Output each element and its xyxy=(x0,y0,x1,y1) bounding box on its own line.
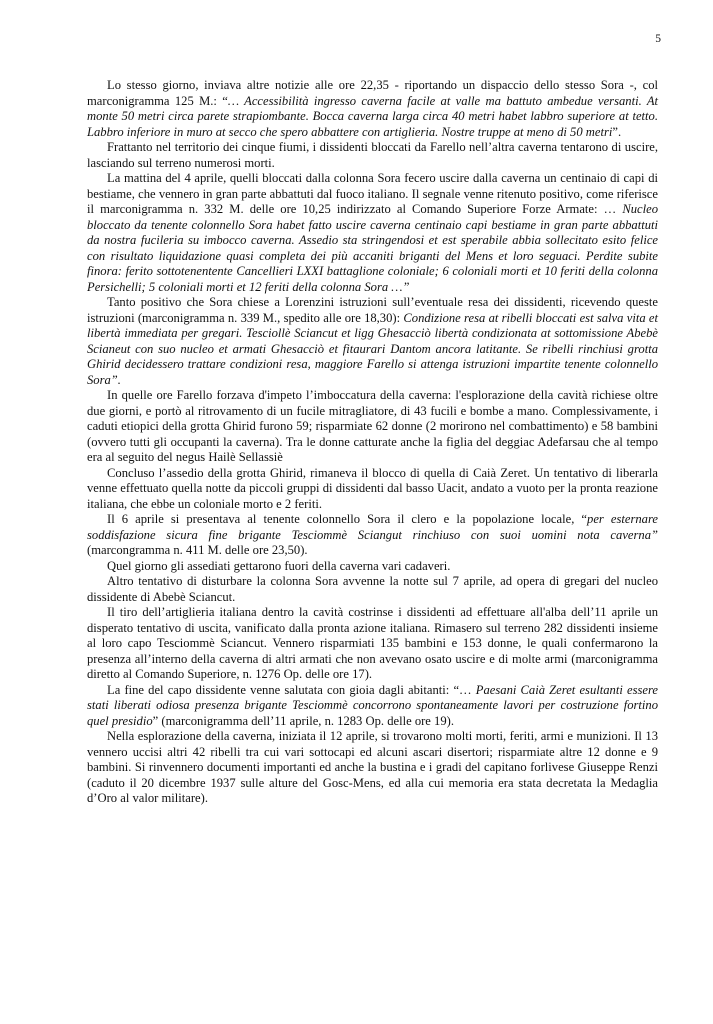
paragraph xyxy=(87,605,658,683)
paragraph-text: In quelle ore Farello forzava d'impeto l’imboccatura della caverna: l'esplorazione della cavità richiese oltre due giorni, e portò al ritrovamento di un fucile mitragliatore, di 43 fucili e bombe a mano. Complessivamente, i caduti etiopici della grotta Ghirid furono 59; risparmiate 62 donne (2 morirono nel combattimento) e 58 bambini (ovvero tutti gli occupanti la caverna). Tra le donne catturate anche la figlia del deggiac Adefarsau che al tempo era al seguito del negus Hailè Sellassiè xyxy=(87,388,658,464)
paragraph xyxy=(87,512,658,559)
paragraph xyxy=(87,466,658,513)
paragraph-text: Lo stesso giorno, inviava altre notizie alle ore 22,35 - riportando un dispaccio dello stesso Sora -, col marconigramma 125 M.: “ xyxy=(87,78,658,108)
paragraph xyxy=(87,78,658,140)
quoted-dispatch-text: Condizione resa at ribelli bloccati est salva vita et libertà immediata per gregari. Tesciollè Sciancut et ligg Ghesacciò libertà condizionata at sottomissione Abebè Scianeut con suo nucleo et armati Ghesacciò et fitaurari Dantom ancora latitante. Se ribelli rinchiusi grotta Ghirid decidessero trattare condizioni resa, maggiore Farello si attenga istruzioni impartite tenente colonnello Sora”. xyxy=(87,310,658,387)
paragraph xyxy=(87,683,658,730)
paragraph xyxy=(87,171,658,295)
quoted-dispatch-text: Paesani Caià Zeret esultanti essere stati liberati odiosa presenza brigante Tesciommè concorrono spontaneamente lavori per costruzione fortino quel presidio xyxy=(87,682,658,728)
paragraph xyxy=(87,729,658,807)
paragraph-text: Il tiro dell’artiglieria italiana dentro la cavità costrinse i dissidenti ad effettuare all'alba dell’11 aprile un disperato tentativo di uscita, vanificato dalla pronta azione italiana. Rimasero sul terreno 282 dissidenti insieme al loro capo Tesciommè Sciancut. Vennero risparmiati 135 bambini e 153 donne, le quali confermarono la presenza all’interno della caverna di altri armati che non avevano osato uscire e di molte armi (marconigramma diretto al Comando Superiore, n. 1276 Op. delle ore 17). xyxy=(87,605,658,681)
paragraph xyxy=(87,559,658,575)
paragraph-text: Tanto positivo che Sora chiese a Lorenzini istruzioni sull’eventuale resa dei dissidenti, ricevendo queste istruzioni (marconigramma n. 339 M., spedito alle ore 18,30): xyxy=(87,295,658,325)
paragraph-text: Nella esplorazione della caverna, iniziata il 12 aprile, si trovarono molti morti, feriti, armi e munizioni. Il 13 vennero uccisi altri 42 ribelli tra cui vari sottocapi ed alcuni ascari disertori; risparmiate altre 12 donne e 9 bambini. Si rinvennero documenti importanti ed anche la bustina e i gradi del capitano forlivese Giuseppe Renzi (caduto il 20 dicembre 1937 sulle alture del Gosc-Mens, ed alla cui memoria era stata decretata la Medaglia d’Oro al valor militare). xyxy=(87,729,658,805)
quoted-dispatch-text: Nucleo bloccato da tenente colonnello Sora habet fatto uscire caverna centinaio capi bestiame in gran parte abbattuti da nostra fucileria su imbocco caverna. Assedio sta stringendosi et est sperabile abbia sollecitato esito felice con risultato liquidazione quasi completa dei più accaniti briganti del Mens et loro seguaci. Perdite subite finora: ferito sottotenentente Cancellieri LXXI battaglione coloniale; 6 coloniali morti et 10 feriti della colonna Persichelli; 5 coloniali morti et 12 feriti della colonna Sora …” xyxy=(87,202,658,294)
paragraph-text: Il 6 aprile si presentava al tenente colonnello Sora il clero e la popolazione locale, “ xyxy=(107,512,588,526)
paragraph xyxy=(87,140,658,171)
document-body xyxy=(87,78,658,807)
page-number: 5 xyxy=(655,33,661,45)
paragraph xyxy=(87,295,658,388)
paragraph-text: (marcongramma n. 411 M. delle ore 23,50). xyxy=(87,543,308,557)
paragraph-text: Concluso l’assedio della grotta Ghirid, rimaneva il blocco di quella di Caià Zeret. Un tentativo di liberarla venne effettuato quella notte da piccoli gruppi di dissidenti dal basso Uacit, andato a vuoto per la pronta reazione italiana, che ebbe un coloniale morto e 2 feriti. xyxy=(87,465,658,511)
paragraph-text: La fine del capo dissidente venne salutata con gioia dagli abitanti: “… xyxy=(107,682,476,697)
quoted-dispatch-text: per esternare soddisfazione sicura fine brigante Tesciommè Sciangut rinchiuso con suoi uomini nota caverna” xyxy=(87,512,658,542)
paragraph-text: Quel giorno gli assediati gettarono fuori della caverna vari cadaveri. xyxy=(107,558,451,573)
paragraph-text: La mattina del 4 aprile, quelli bloccati dalla colonna Sora fecero uscire dalla caverna un centinaio di capi di bestiame, che vennero in gran parte abbattuti dal fuoco italiano. Il segnale venne ritenuto positivo, come riferisce il marconigramma n. 332 M. delle ore 10,25 indirizzato al Comando Superiore Forze Armate: … xyxy=(87,171,658,216)
paragraph-text: ”. xyxy=(612,124,622,139)
paragraph-text: ” (marconigramma dell’11 aprile, n. 1283 Op. delle ore 19). xyxy=(152,713,454,728)
quoted-dispatch-text: … Accessibilità ingresso caverna facile at valle ma battuto ambedue versanti. At monte 50 metri circa parete strapiombante. Bocca caverna larga circa 40 metri habet labbro superiore at tetto. Labbro inferiore in muro at secco che spero abbattere con artiglieria. Nostre truppe at meno di 50 metri xyxy=(87,93,659,139)
paragraph-text: Altro tentativo di disturbare la colonna Sora avvenne la notte sul 7 aprile, ad opera di gregari del nucleo dissidente di Abebè Sciancut. xyxy=(87,574,658,604)
paragraph xyxy=(87,388,658,466)
paragraph-text: Frattanto nel territorio dei cinque fiumi, i dissidenti bloccati da Farello nell’altra caverna tentarono di uscire, lasciando sul terreno numerosi morti. xyxy=(87,140,658,170)
paragraph xyxy=(87,574,658,605)
